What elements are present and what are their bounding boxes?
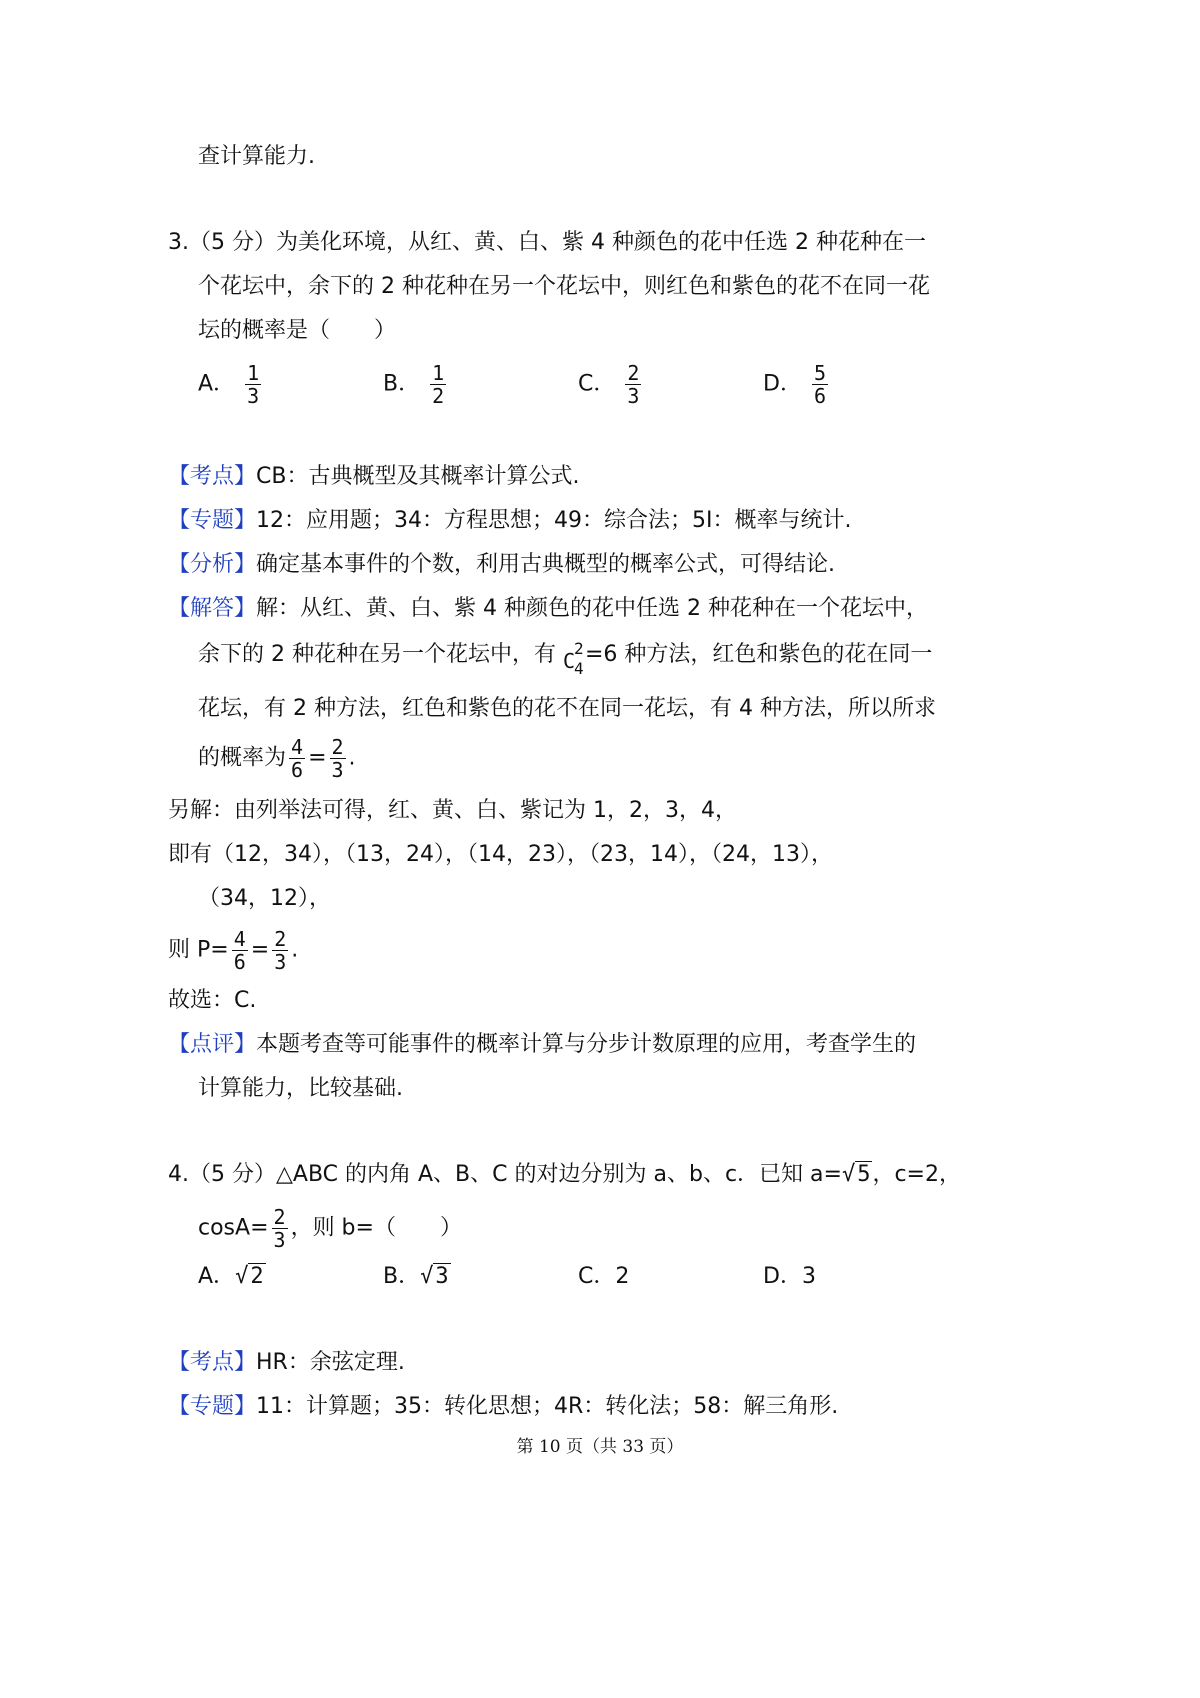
fraction: $\frac{2}{3}$ xyxy=(331,735,344,782)
q3-fenxi xyxy=(168,550,835,580)
option-fraction: $\frac{2}{3}$ xyxy=(627,361,640,408)
q4-kaodian xyxy=(168,1348,405,1378)
q3-option-b xyxy=(383,362,449,407)
q4-zhuanti xyxy=(168,1392,838,1422)
q3-line1: 3.（5 分）为美化环境，从红、黄、白、紫 4 种颜色的花中任选 2 种花种在一 xyxy=(168,230,926,255)
q4-option-d xyxy=(763,1262,816,1292)
q4-text: ，则 b=（ ） xyxy=(290,1215,462,1241)
page-footer: 第 10 页（共 33 页） xyxy=(516,1437,684,1457)
zhuanti-text: 11：计算题；35：转化思想；4R：转化法；58：解三角形. xyxy=(256,1394,839,1419)
option-label: B． xyxy=(383,371,421,397)
q3-answer: 故选：C. xyxy=(168,988,257,1013)
alt-text: 则 P= xyxy=(168,937,229,963)
q3-option-d xyxy=(763,362,831,407)
zhuanti-text: 12：应用题；34：方程思想；49：综合法；5I：概率与统计. xyxy=(256,508,852,533)
option-fraction: $\frac{1}{2}$ xyxy=(432,361,445,408)
kaodian-tag: 【考点】 xyxy=(168,464,257,489)
option-label: C． xyxy=(578,1264,616,1289)
q3-line2: 个花坛中，余下的 2 种花种在另一个花坛中，则红色和紫色的花不在同一花 xyxy=(198,274,930,299)
q4-option-c xyxy=(578,1262,629,1292)
sqrt-expression: √3 xyxy=(420,1264,449,1289)
zhuanti-tag: 【专题】 xyxy=(168,1394,257,1419)
option-value: 2 xyxy=(615,1264,630,1289)
fenxi-text: 确定基本事件的个数，利用古典概型的概率公式，可得结论. xyxy=(256,552,836,577)
q3-dianping-2: 计算能力，比较基础. xyxy=(198,1076,403,1101)
q4-text: cosA= xyxy=(198,1215,269,1241)
q3-line3: 坛的概率是（ ） xyxy=(198,318,397,343)
dianping-text: 本题考查等可能事件的概率计算与分步计数原理的应用，考查学生的 xyxy=(256,1032,917,1057)
jieda-text: 解：从红、黄、白、紫 4 种颜色的花中任选 2 种花种在一个花坛中， xyxy=(256,596,928,621)
q4-text: ，c=2， xyxy=(872,1162,961,1187)
option-fraction: $\frac{5}{6}$ xyxy=(813,361,826,408)
fraction: $\frac{2}{3}$ xyxy=(273,1205,286,1252)
q3-jieda-2 xyxy=(198,639,933,678)
option-label: A． xyxy=(198,371,236,397)
kaodian-tag: 【考点】 xyxy=(168,1350,257,1375)
q4-text: 4.（5 分）△ABC 的内角 A、B、C 的对边分别为 a、b、c．已知 a= xyxy=(168,1162,842,1187)
jieda-text: =6 种方法，红色和紫色的花在同一 xyxy=(584,642,933,667)
fraction: $\frac{4}{6}$ xyxy=(233,927,246,974)
q4-line1 xyxy=(168,1160,961,1190)
q4-line2 xyxy=(198,1206,462,1251)
q4-option-b xyxy=(383,1262,451,1292)
option-label: C． xyxy=(578,371,616,397)
combination-symbol: C 2 4 xyxy=(562,639,584,678)
q3-option-a xyxy=(198,362,264,407)
jieda-tag: 【解答】 xyxy=(168,596,257,621)
jieda-text: 余下的 2 种花种在另一个花坛中，有 xyxy=(198,642,563,667)
fenxi-tag: 【分析】 xyxy=(168,552,257,577)
q3-alt-1: 另解：由列举法可得，红、黄、白、紫记为 1，2，3，4， xyxy=(168,798,737,823)
q3-option-c xyxy=(578,362,644,407)
option-fraction: $\frac{1}{3}$ xyxy=(247,361,260,408)
kaodian-text: HR：余弦定理. xyxy=(256,1350,405,1375)
fraction: $\frac{4}{6}$ xyxy=(291,735,304,782)
prev-tail: 查计算能力. xyxy=(198,144,315,169)
q3-alt-3: （34，12）， xyxy=(198,886,331,911)
dianping-tag: 【点评】 xyxy=(168,1032,257,1057)
q3-dianping-1 xyxy=(168,1030,916,1060)
option-label: D． xyxy=(763,1264,802,1289)
q3-kaodian xyxy=(168,462,579,492)
zhuanti-tag: 【专题】 xyxy=(168,508,257,533)
option-label: A． xyxy=(198,1264,236,1289)
q3-jieda-4: 的概率为 $\frac{4}{6}$ = $\frac{2}{3}$ . xyxy=(198,735,356,782)
kaodian-text: CB：古典概型及其概率计算公式. xyxy=(256,464,580,489)
q3-jieda-1 xyxy=(168,594,928,624)
option-label: B． xyxy=(383,1264,421,1289)
q4-option-a xyxy=(198,1262,266,1292)
option-value: 3 xyxy=(801,1264,816,1289)
q3-zhuanti xyxy=(168,506,851,536)
fraction: $\frac{2}{3}$ xyxy=(274,927,287,974)
sqrt-expression: √2 xyxy=(235,1264,264,1289)
option-label: D． xyxy=(763,371,802,397)
q3-alt-4: 则 P= $\frac{4}{6}$ = $\frac{2}{3}$ . xyxy=(168,927,299,974)
q3-jieda-3: 花坛，有 2 种方法，红色和紫色的花不在同一花坛，有 4 种方法，所以所求 xyxy=(198,696,936,721)
q3-alt-2: 即有（12，34），（13，24），（14，23），（23，14），（24，13）， xyxy=(168,842,833,867)
sqrt-expression: √5 xyxy=(841,1162,871,1187)
jieda-text: 的概率为 xyxy=(198,745,287,771)
